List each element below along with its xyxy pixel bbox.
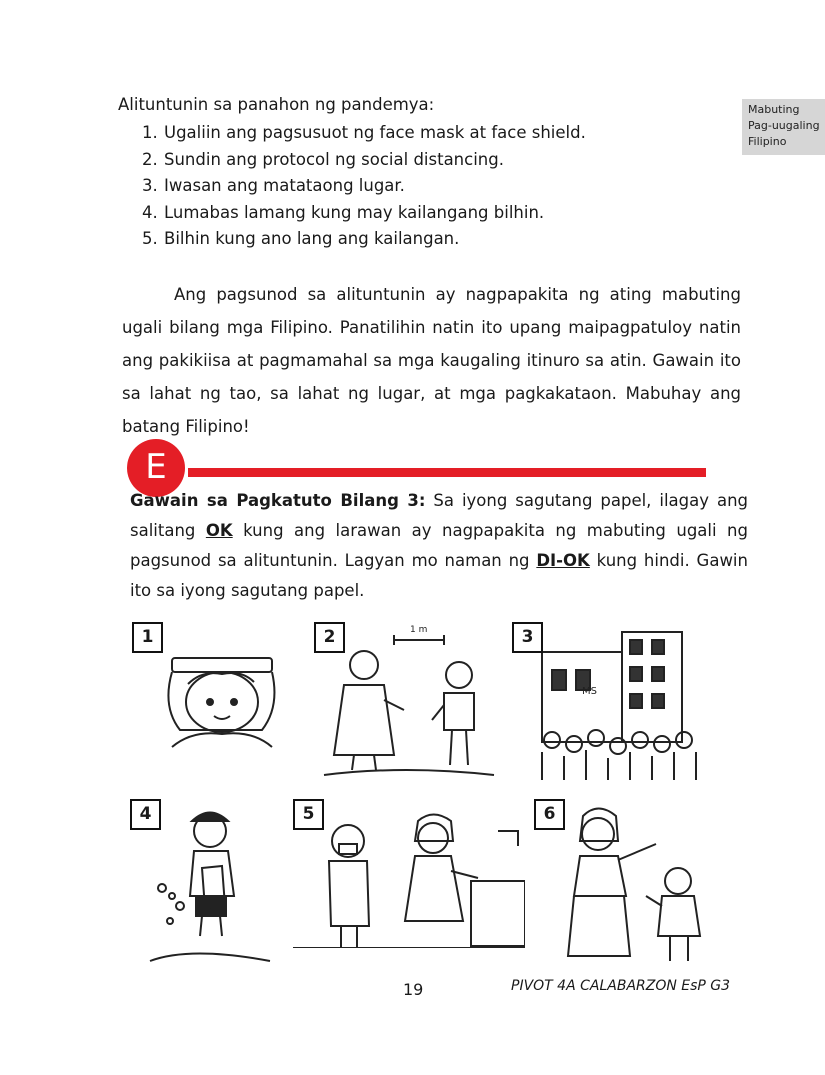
picture-6 xyxy=(538,796,710,968)
rules-intro: Alituntunin sa panahon ng pandemya: xyxy=(118,95,435,114)
section-divider-bar xyxy=(188,468,706,477)
side-tab-line: Filipino xyxy=(748,135,787,148)
picture-number: 2 xyxy=(314,622,345,653)
activity-title: Gawain sa Pagkatuto Bilang 3: xyxy=(130,491,426,510)
rule-text: Ugaliin ang pagsusuot ng face mask at face shield. xyxy=(164,123,586,142)
picture-2 xyxy=(314,615,499,780)
rule-number: 4. xyxy=(142,202,158,222)
activity-text: kung hindi. Gawin ito sa iyong sagutang papel. xyxy=(130,551,748,600)
activity-text: kung ang larawan ay nagpapakita ng mabuting ugali ng pagsunod sa alituntunin. Lagyan mo naman ng xyxy=(130,521,748,570)
rule-item xyxy=(142,200,586,227)
rule-text: Iwasan ang matataong lugar. xyxy=(164,176,405,195)
sign-label: MS xyxy=(582,686,597,697)
rule-item xyxy=(142,226,586,253)
picture-4 xyxy=(130,796,290,968)
rule-text: Bilhin kung ano lang ang kailangan. xyxy=(164,229,460,248)
rule-number: 2. xyxy=(142,149,158,169)
side-tab-line: Mabuting xyxy=(748,103,800,116)
ok-keyword: OK xyxy=(205,521,233,540)
rule-item xyxy=(142,147,586,174)
picture-1 xyxy=(132,622,300,752)
picture-number: 1 xyxy=(132,622,163,653)
activity-instructions xyxy=(130,486,748,606)
di-ok-keyword: DI-OK xyxy=(536,551,590,570)
distance-label: 1 m xyxy=(410,625,428,635)
rule-text: Sundin ang protocol ng social distancing. xyxy=(164,149,504,169)
rules-list xyxy=(142,120,586,253)
rule-number: 1. xyxy=(142,123,158,142)
body-paragraph: Ang pagsunod sa alituntunin ay nagpapakita ng ating mabuting ugali bilang mga Filipino. Panatilihin natin ito upang maipagpatuloy natin ang pakikiisa at pagmamahal sa mga kaugaling itinuro sa atin. Gawain ito sa lahat ng tao, sa lahat ng lugar, at mga pagkakataon. Mabuhay ang batang Filipino! xyxy=(122,285,741,436)
footer-code: PIVOT 4A CALABARZON EsP G3 xyxy=(511,978,731,994)
picture-number: 6 xyxy=(534,799,565,830)
rule-number: 3. xyxy=(142,176,158,195)
activity-text: Sa iyong sagutang papel, ilagay ang salitang xyxy=(130,491,748,540)
handwashing-illustration xyxy=(293,796,525,948)
page-number: 19 xyxy=(403,980,424,999)
rule-number: 5. xyxy=(142,229,158,248)
rule-item xyxy=(142,120,586,147)
section-e-badge: E xyxy=(127,439,185,497)
picture-5 xyxy=(293,796,525,948)
picture-number: 4 xyxy=(130,799,161,830)
picture-number: 3 xyxy=(512,622,543,653)
rule-item xyxy=(142,173,586,200)
rule-text: Lumabas lamang kung may kailangang bilhin. xyxy=(164,202,545,222)
picture-number: 5 xyxy=(293,799,324,830)
picture-3 xyxy=(512,622,708,780)
side-tab-line: Pag-uugaling xyxy=(748,119,820,132)
topic-side-tab xyxy=(742,99,825,155)
